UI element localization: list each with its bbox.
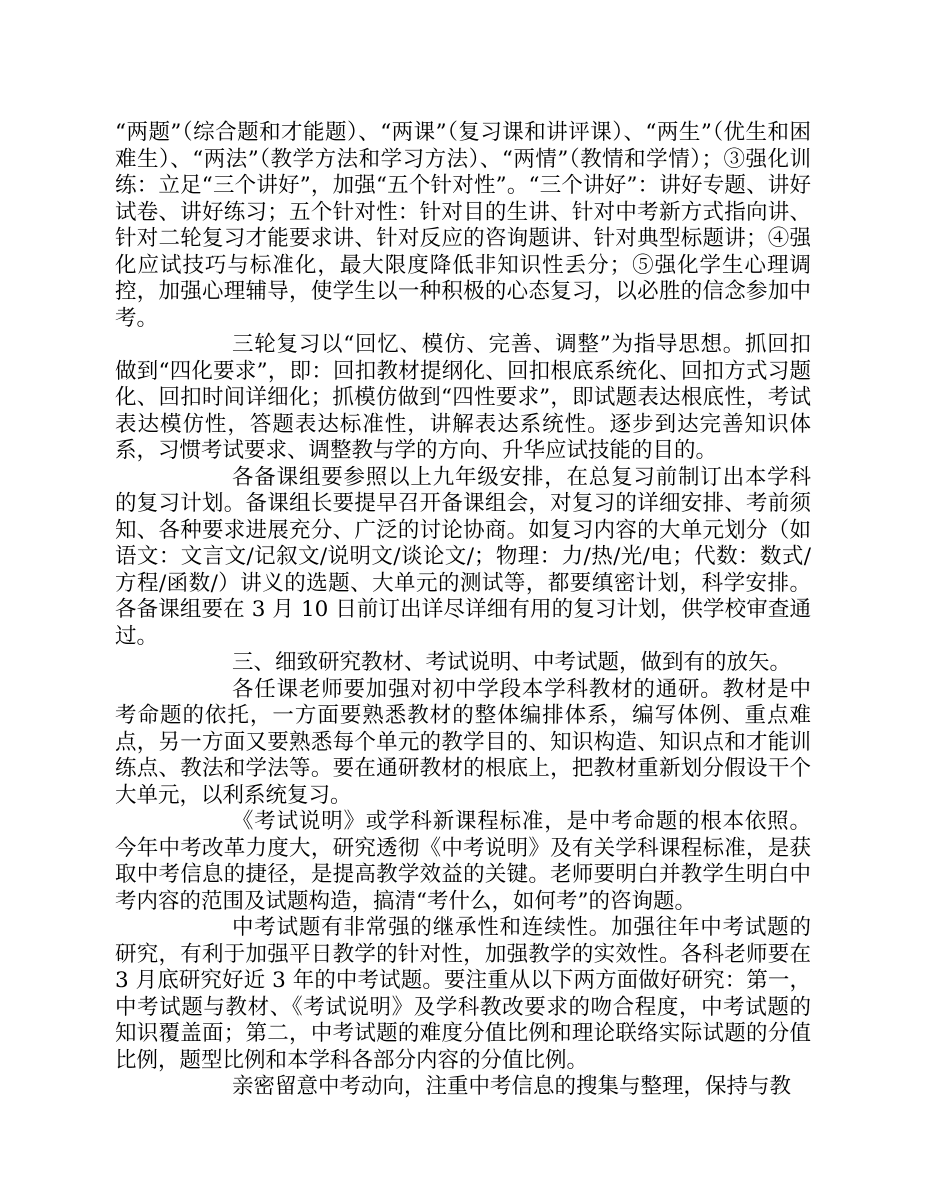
paragraph-6: 中考试题有非常强的继承性和连续性。加强往年中考试题的研究，有利于加强平日教学的针对性，加强教学的实效性。各科老师要在 3 月底研究好近 3 年的中考试题。要注重从以下两方面做好研究：第一，中考试题与教材、《考试说明》及学科教改要求的吻合程度，中考试题的知识覆盖面；第二，中考试题的难度分值比例和理论联络实际试题的分值比例，题型比例和本学科各部分内容的分值比例。 <box>115 915 811 1073</box>
document-body <box>115 120 811 1101</box>
section-heading: 三、细致研究教材、考试说明、中考试题，做到有的放矢。 <box>232 650 792 675</box>
paragraph-3: 各备课组要参照以上九年级安排，在总复习前制订出本学科的复习计划。备课组长要提早召开备课组会，对复习的详细安排、考前须知、各种要求进展充分、广泛的讨论协商。如复习内容的大单元划分（如语文：文言文/记叙文/说明文/谈论文/；物理：力/热/光/电；代数：数式/方程/函数/）讲义的选题、大单元的测试等，都要缜密计划，科学安排。各备课组要在 3 月 10 日前订出详尽详细有用的复习计划，供学校审查通过。 <box>115 464 811 649</box>
paragraph-5: 《考试说明》或学科新课程标准，是中考命题的根本依照。今年中考改革力度大，研究透彻《中考说明》及有关学科课程标准，是获取中考信息的捷径，是提高教学效益的关键。老师要明白并教学生明白中考内容的范围及试题构造，搞清“考什么，如何考”的咨询题。 <box>115 809 811 914</box>
paragraph-7: 亲密留意中考动向，注重中考信息的搜集与整理，保持与教 <box>232 1074 792 1099</box>
paragraph-1: “两题”（综合题和才能题）、“两课”（复习课和讲评课）、“两生”（优生和困难生）、“两法”（教学方法和学习方法）、“两情”（教情和学情）；③强化训练：立足“三个讲好”，加强“五个针对性”。“三个讲好”：讲好专题、讲好试卷、讲好练习；五个针对性：针对目的生讲、针对中考新方式指向讲、针对二轮复习才能要求讲、针对反应的咨询题讲、针对典型标题讲；④强化应试技巧与标准化，最大限度降低非知识性丢分；⑤强化学生心理调控，加强心理辅导，使学生以一种积极的心态复习，以必胜的信念参加中考。 <box>115 120 811 331</box>
paragraph-4: 各任课老师要加强对初中学段本学科教材的通研。教材是中考命题的依托，一方面要熟悉教材的整体编排体系，编写体例、重点难点，另一方面又要熟悉每个单元的教学目的、知识构造、知识点和才能训练点、教法和学法等。要在通研教材的根底上，把教材重新划分假设干个大单元，以利系统复习。 <box>115 676 811 808</box>
paragraph-2: 三轮复习以“回忆、模仿、完善、调整”为指导思想。抓回扣做到“四化要求”，即：回扣教材提纲化、回扣根底系统化、回扣方式习题化、回扣时间详细化；抓模仿做到“四性要求”，即试题表达根底性，考试表达模仿性，答题表达标准性，讲解表达系统性。逐步到达完善知识体系，习惯考试要求、调整教与学的方向、升华应试技能的目的。 <box>115 332 811 463</box>
